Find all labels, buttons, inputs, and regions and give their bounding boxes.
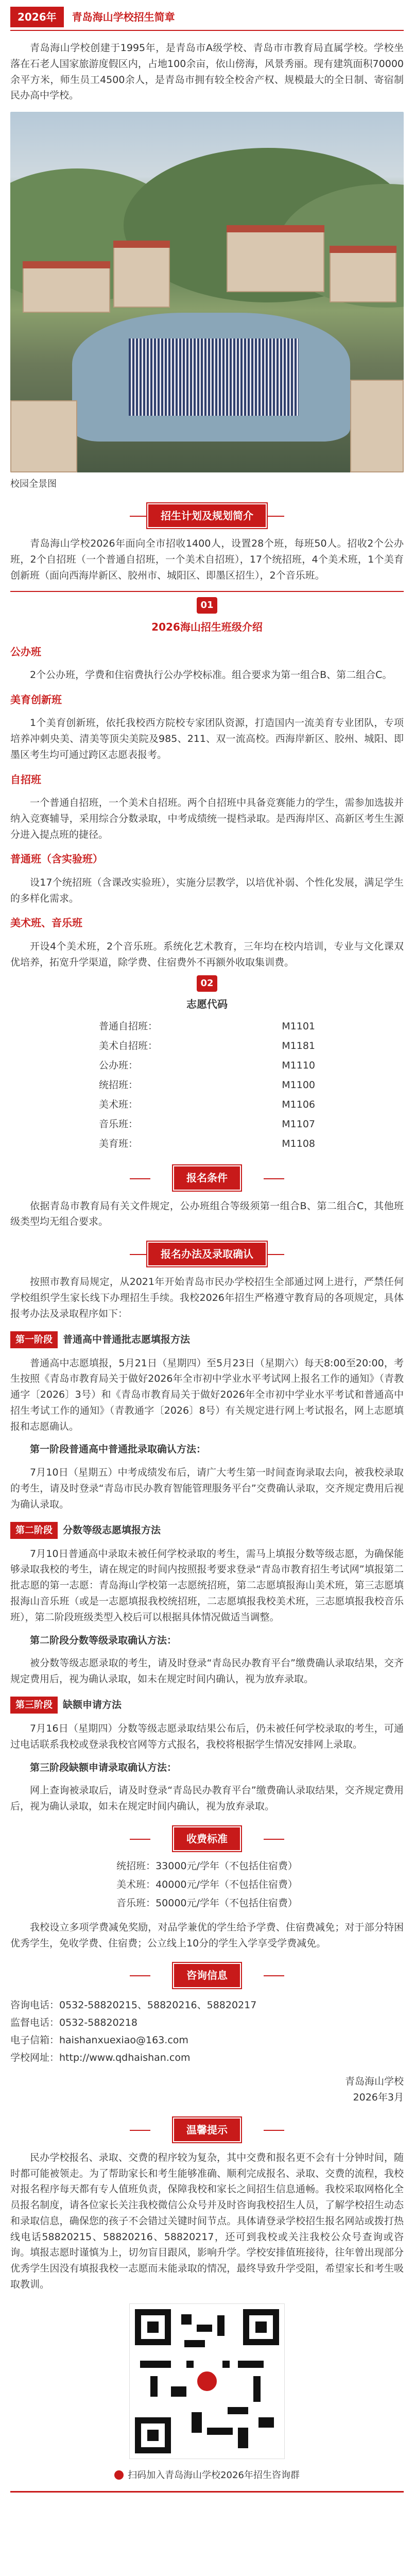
contact-phone[interactable]: 咨询电话：0532-58820215、58820216、58820217 (10, 1999, 257, 2011)
class-text-art-music: 开设4个美术班，2个音乐班。系统化艺术教育，三年均在校内培训，专业与文化课双优培养，拓宽升学渠道，除学费、住宿费外不再额外收取集训费。 (10, 940, 404, 968)
code-value: M1106 (282, 1099, 315, 1111)
page-root (0, 4, 414, 2576)
section-title: 收费标准 (173, 1826, 241, 1851)
stage-title: 分数等级志愿填报方法 (63, 1524, 161, 1536)
stage3-header (10, 1697, 404, 1714)
sub-title: 2026海山招生班级介绍 (151, 620, 263, 633)
code-value: M1100 (282, 1079, 315, 1091)
code-value: M1110 (282, 1060, 315, 1072)
class-tag-public: 公办班 (10, 645, 41, 658)
class-text-regular: 设17个统招班（含课改实验班），实施分层教学，以培优补弱、个性化发展，满足学生的多样化需求。 (10, 876, 404, 904)
bottom-divider (10, 2491, 404, 2493)
plan-paragraph: 青岛海山学校2026年面向全市招收1400人，设置28个班，每班50人。招收2个公办班，2个自招班（一个普通自招班，一个美术自招班），17个统招班，4个美术班，1个美育创新班（面向西海岸新区、胶州市、城阳区、即墨区招生），2个音乐班。 (10, 538, 404, 581)
stage-badge: 第二阶段 (10, 1522, 58, 1539)
fee-row: 美术班：40000元/学年（不包括住宿费） (116, 1878, 298, 1890)
reminder-paragraph: 民办学校报名、录取、交费的程序较为复杂，其中交费和报名更不会有十分钟时间，随时都可能被领走。为了帮助家长和考生能够准确、顺利完成报名、录取、交费的流程，我校对报名程序每天都有专人值班负责，保障我校和家长之间招生信息通畅。我校采取网格化全员报名制度，请各位家长关注我校微信公众号并及时咨询我校招生人员，了解学校招生动态和录取信息，确保您的孩子不会错过关键时间节点。具体请登录学校招生报名网站或拨打热线电话58820215、58820216、58820217，还可到我校或关注我校公众号查询或咨询。填报志愿时谨慎为上，切勿盲目跟风，影响升学。学校安排值班接待，往年曾出现部分优秀学生因没有填报我校一志愿而未能录取的情况，最终导致升学受阻，希望家长和考生吸取教训。 (10, 2151, 404, 2290)
class-tag-art-innovation: 美育创新班 (10, 693, 62, 706)
contact-website[interactable]: 学校网址：http://www.qdhaishan.com (10, 2052, 191, 2064)
code-value: M1107 (282, 1118, 315, 1130)
class-tag-art-music: 美术班、音乐班 (10, 917, 82, 929)
code-value: M1108 (282, 1138, 315, 1150)
section-title: 报名办法及录取确认 (147, 1242, 267, 1266)
code-value: M1101 (282, 1021, 315, 1032)
code-row (99, 1134, 315, 1154)
stage3-paragraph: 7月16日（星期四）分数等级志愿录取结果公布后，仍未被任何学校录取的考生，可通过电话联系我校或登录我校官网等方式报名，我校将根据学生情况安排网上录取。 (10, 1722, 404, 1750)
process-paragraph: 按照市教育局规定，从2021年开始青岛市民办学校招生全部通过网上进行，严禁任何学校组织学生家长线下办理招生手续。我校2026年招生严格遵守教育局的各项规定，具体报考办法及录取程序如下： (10, 1276, 404, 1319)
stage2-sub-heading: 第二阶段分数等级录取确认方法： (30, 1634, 177, 1646)
code-row (99, 1076, 315, 1095)
stage2-header (10, 1522, 404, 1539)
signature (10, 2074, 404, 2106)
section-title: 温馨提示 (173, 2117, 241, 2142)
photo-caption: 校园全景图 (10, 479, 57, 490)
fees-paragraph: 我校设立多项学费减免奖励，对品学兼优的学生给予学费、住宿费减免；对于部分特困优秀学生，免收学费、住宿费；公立线上10分的学生入学享受学费减免。 (10, 1921, 404, 1949)
qr-caption-bar (10, 2468, 404, 2483)
school-logo-icon (194, 2368, 220, 2394)
section-heading-consult (130, 1962, 284, 1988)
divider (10, 591, 404, 592)
stage1-sub-heading: 第一阶段普通高中普通批录取确认方法： (30, 1444, 206, 1455)
stage-title: 普通高中普通批志愿填报方法 (63, 1333, 191, 1345)
stage2-sub-paragraph: 被分数等级志愿录取的考生，请及时登录“青岛民办教育平台”缴费确认录取结果，交齐规定费用后，视为确认录取，如未在规定时间内确认，视为放弃录取。 (10, 1657, 404, 1685)
code-row (99, 1037, 315, 1056)
section-title: 招生计划及规划简介 (147, 503, 267, 528)
fee-row: 音乐班：50000元/学年（不包括住宿费） (116, 1897, 298, 1909)
section-heading-conditions (130, 1165, 284, 1191)
code-row (99, 1056, 315, 1076)
code-name: 美育班： (99, 1138, 139, 1150)
stage2-paragraph: 7月10日普通高中录取未被任何学校录取的考生，需马上填报分数等级志愿，为确保能够录取我校的考生，请在规定的时间内按照报考要求登录“青岛市教育招生考试网”填报第二批志愿的第一志愿：青岛海山学校第一志愿统招班，第二志愿填报海山美术班，第三志愿填报海山音乐班（或是一志愿填报我校统招班，二志愿填报我校美术班，三志愿填报我校音乐班），第二阶段班级类型入校后可以根据具体情况做适当调整。 (10, 1548, 404, 1623)
stage-badge: 第三阶段 (10, 1697, 58, 1714)
stage3-sub-paragraph: 网上查询被录取后，请及时登录“青岛民办教育平台”缴费确认录取结果，交齐规定费用后，视为确认录取，如未在规定时间内确认，视为放弃录取。 (10, 1785, 404, 1812)
fees-list (10, 1857, 404, 1912)
stage-title: 缺额申请方法 (63, 1699, 122, 1711)
code-name: 美术自招班： (99, 1040, 158, 1052)
code-row (99, 1115, 315, 1134)
qr-caption: 扫码加入青岛海山学校2026年招生咨询群 (128, 2469, 300, 2481)
sign-date: 2026年3月 (353, 2092, 404, 2104)
stage1-paragraph: 普通高中志愿填报，5月21日（星期四）至5月23日（星期六）每天8:00至20:00，考生按照《青岛市教育局关于做好2026年全市初中学业水平考试网上报名工作的通知》（青教通字〔2026〕3号）和《青岛市教育局关于做好2026年全市初中学业水平考试和普通高中招生考试工作的通知》（青教通字〔2026〕8号）有关规定进行网上考试报名，网上志愿填报和志愿确认。 (10, 1357, 404, 1432)
contact-supervision[interactable]: 监督电话：0532-58820218 (10, 2017, 137, 2029)
contact-list (10, 1996, 404, 2066)
section-heading-plan (130, 503, 284, 529)
intro-paragraph: 青岛海山学校创建于1995年，是青岛市A级学校、青岛市市教育局直属学校。学校坐落在石老人国家旅游度假区内，占地100余亩，依山傍海，风景秀丽。现有建筑面积70000余平方米，师生员工4500余人，是青岛市拥有较全校舍产权、规模最大的全日制、寄宿制民办高中学校。 (10, 42, 404, 101)
scan-icon (114, 2470, 124, 2480)
stage3-sub-heading: 第三阶段缺额申请录取确认方法： (30, 1761, 177, 1773)
campus-photo (10, 112, 404, 472)
code-value: M1181 (282, 1040, 315, 1052)
section-title: 咨询信息 (173, 1963, 241, 1988)
number-badge-01: 01 (197, 597, 217, 614)
class-text-art-innovation: 1个美育创新班，依托我校西方院校专家团队资源，打造国内一流美育专业团队，专项培养冲刺央美、清美等顶尖美院及985、211、双一流高校。西海岸新区、胶州、城阳、即墨区考生均可通过跨区志愿表报考。 (10, 717, 404, 760)
code-row (99, 1095, 315, 1115)
stage1-header (10, 1331, 404, 1348)
code-name: 统招班： (99, 1079, 139, 1091)
code-name: 普通自招班： (99, 1021, 158, 1032)
codes-table (99, 1017, 315, 1154)
number-badge-02: 02 (197, 975, 217, 992)
section-title: 报名条件 (173, 1165, 241, 1190)
code-name: 美术班： (99, 1099, 139, 1111)
qr-code[interactable] (130, 2304, 284, 2459)
sign-school: 青岛海山学校 (344, 2076, 404, 2088)
code-name: 公办班： (99, 1060, 139, 1072)
stage-badge: 第一阶段 (10, 1331, 58, 1348)
codes-title: 志愿代码 (186, 998, 228, 1011)
top-banner (10, 4, 404, 31)
stage1-sub-paragraph: 7月10日（星期五）中考成绩发布后，请广大考生第一时间查询录取去向，被我校录取的考生，请及时登录“青岛市民办教育智能管理服务平台”交费确认录取，交齐规定费用后视为确认录取。 (10, 1467, 404, 1510)
conditions-paragraph: 依据青岛市教育局有关文件规定，公办班组合等级须第一组合B、第二组合C，其他班级类型均无组合要求。 (10, 1200, 404, 1228)
class-text-self-recruit: 一个普通自招班，一个美术自招班。两个自招班中具备竞赛能力的学生，需参加选拔并纳入竞赛辅导，采用综合分数录取，中考成绩统一提档录取。是西海岸区、高新区考生生源分进入提点班的捷径。 (10, 797, 404, 840)
contact-email[interactable]: 电子信箱：haishanxuexiao@163.com (10, 2035, 188, 2046)
code-name: 音乐班： (99, 1118, 139, 1130)
class-text-public: 2个公办班，学费和住宿费执行公办学校标准。组合要求为第一组合B、第二组合C。 (30, 669, 392, 681)
fee-row: 统招班：33000元/学年（不包括住宿费） (116, 1860, 298, 1872)
page-title: 青岛海山学校招生简章 (72, 10, 175, 23)
section-heading-reminder (130, 2117, 284, 2143)
section-heading-process (130, 1241, 284, 1267)
class-tag-regular: 普通班（含实验班） (10, 853, 103, 866)
class-tag-self-recruit: 自招班 (10, 773, 41, 786)
section-heading-fees (130, 1826, 284, 1852)
year-badge: 2026年 (10, 7, 64, 27)
code-row (99, 1017, 315, 1037)
